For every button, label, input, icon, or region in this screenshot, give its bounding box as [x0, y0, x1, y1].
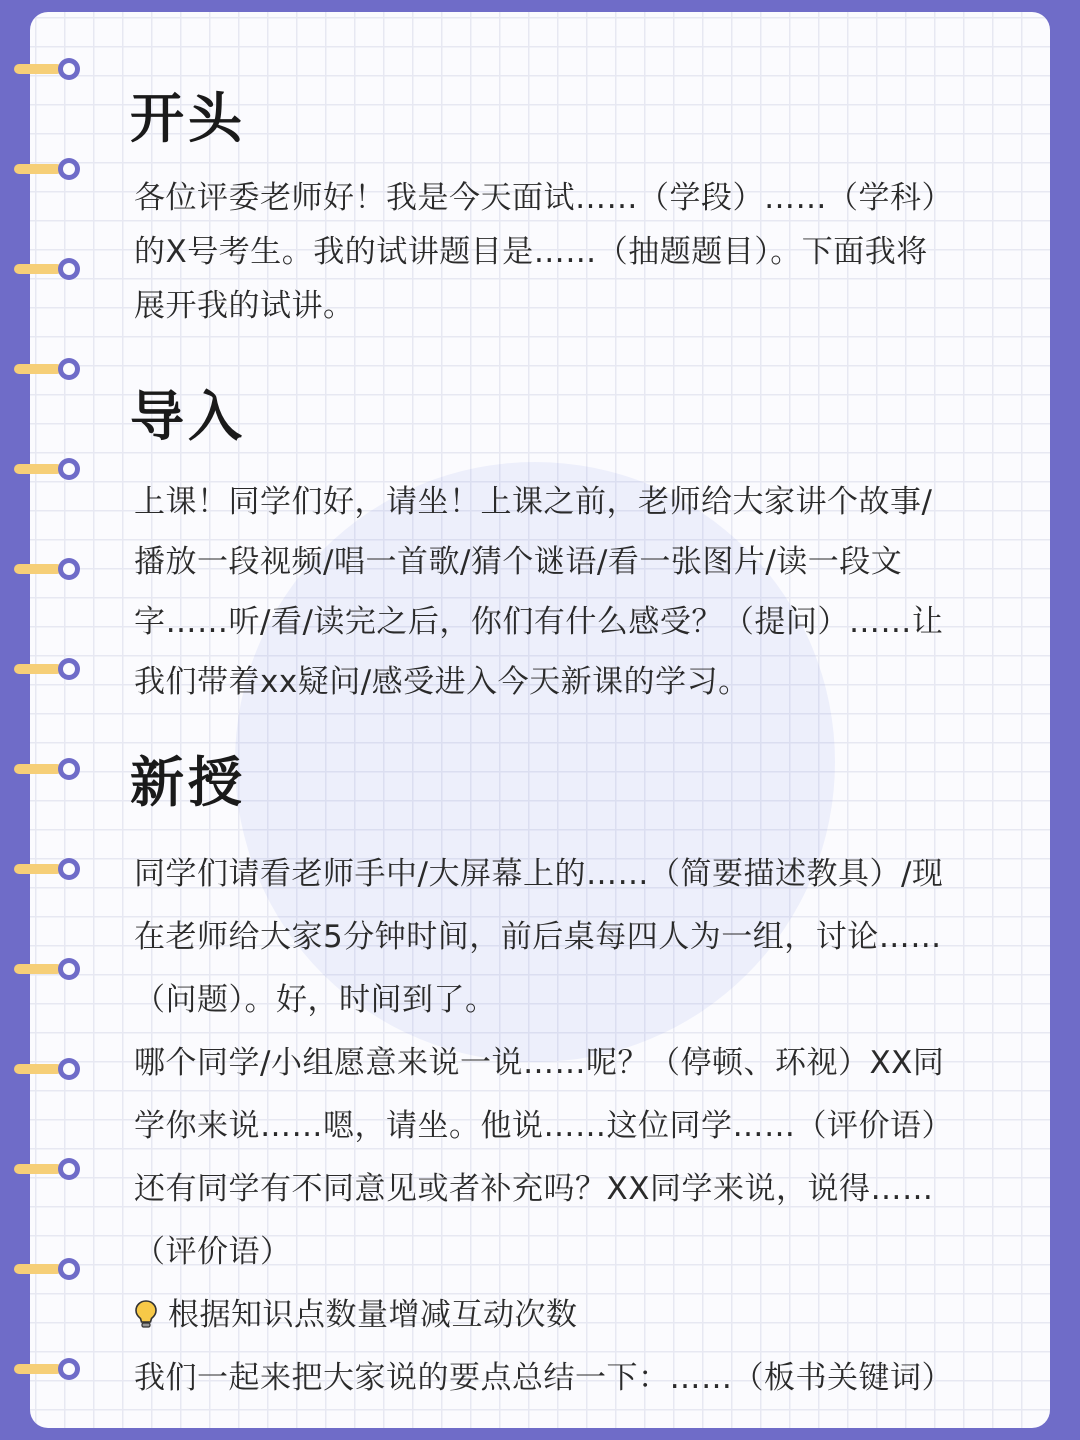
tip-line: [134, 1289, 1034, 1352]
tip-text: 根据知识点数量增减互动次数: [168, 1297, 578, 1333]
binding-ring: [14, 958, 76, 980]
binding-ring: [14, 358, 76, 380]
binding-ring: [14, 658, 76, 680]
section-heading-new-lesson: 新授: [116, 736, 268, 819]
section-heading-opening: 开头: [116, 72, 268, 155]
section-heading-introduction: 导入: [116, 370, 268, 453]
paragraph-line: （评价语）: [134, 1234, 292, 1270]
opening-paragraph: [134, 172, 1034, 334]
binding-ring: [14, 1358, 76, 1380]
binding-ring: [14, 1158, 76, 1180]
paragraph-line: （问题）。好，时间到了。: [134, 982, 497, 1018]
paragraph-line: 上课！同学们好，请坐！上课之前，老师给大家讲个故事/: [134, 484, 933, 520]
paragraph-line: 哪个同学/小组愿意来说一说……呢？（停顿、环视）XX同: [134, 1045, 945, 1081]
closing-line: 我们一起来把大家说的要点总结一下：……（板书关键词）: [134, 1360, 953, 1396]
binding-ring: [14, 858, 76, 880]
paragraph-line: 播放一段视频/唱一首歌/猜个谜语/看一张图片/读一段文: [134, 544, 903, 580]
paragraph-line: 我们带着xx疑问/感受进入今天新课的学习。: [134, 664, 750, 700]
lightbulb-icon: [134, 1299, 158, 1329]
introduction-paragraph: [134, 476, 1034, 716]
paragraph-line: 的X号考生。我的试讲题目是……（抽题题目）。下面我将: [134, 234, 928, 270]
binding-ring: [14, 158, 76, 180]
new-lesson-paragraph: [134, 848, 1034, 1415]
paragraph-line: 还有同学有不同意见或者补充吗？XX同学来说，说得……: [134, 1171, 934, 1207]
binding-ring: [14, 258, 76, 280]
paragraph-line: 各位评委老师好！我是今天面试……（学段）……（学科）: [134, 180, 953, 216]
binding-ring: [14, 58, 76, 80]
binding-ring: [14, 458, 76, 480]
paragraph-line: 同学们请看老师手中/大屏幕上的……（简要描述教具）/现: [134, 856, 944, 892]
paragraph-line: 在老师给大家5分钟时间，前后桌每四人为一组，讨论……: [134, 919, 942, 955]
notebook-page: [30, 12, 1050, 1428]
binding-ring: [14, 558, 76, 580]
paragraph-line: 展开我的试讲。: [134, 288, 355, 324]
binding-ring: [14, 758, 76, 780]
paragraph-line: 字……听/看/读完之后，你们有什么感受？（提问）……让: [134, 604, 944, 640]
paragraph-line: 学你来说……嗯，请坐。他说……这位同学……（评价语）: [134, 1108, 953, 1144]
binding-ring: [14, 1258, 76, 1280]
binding-ring: [14, 1058, 76, 1080]
